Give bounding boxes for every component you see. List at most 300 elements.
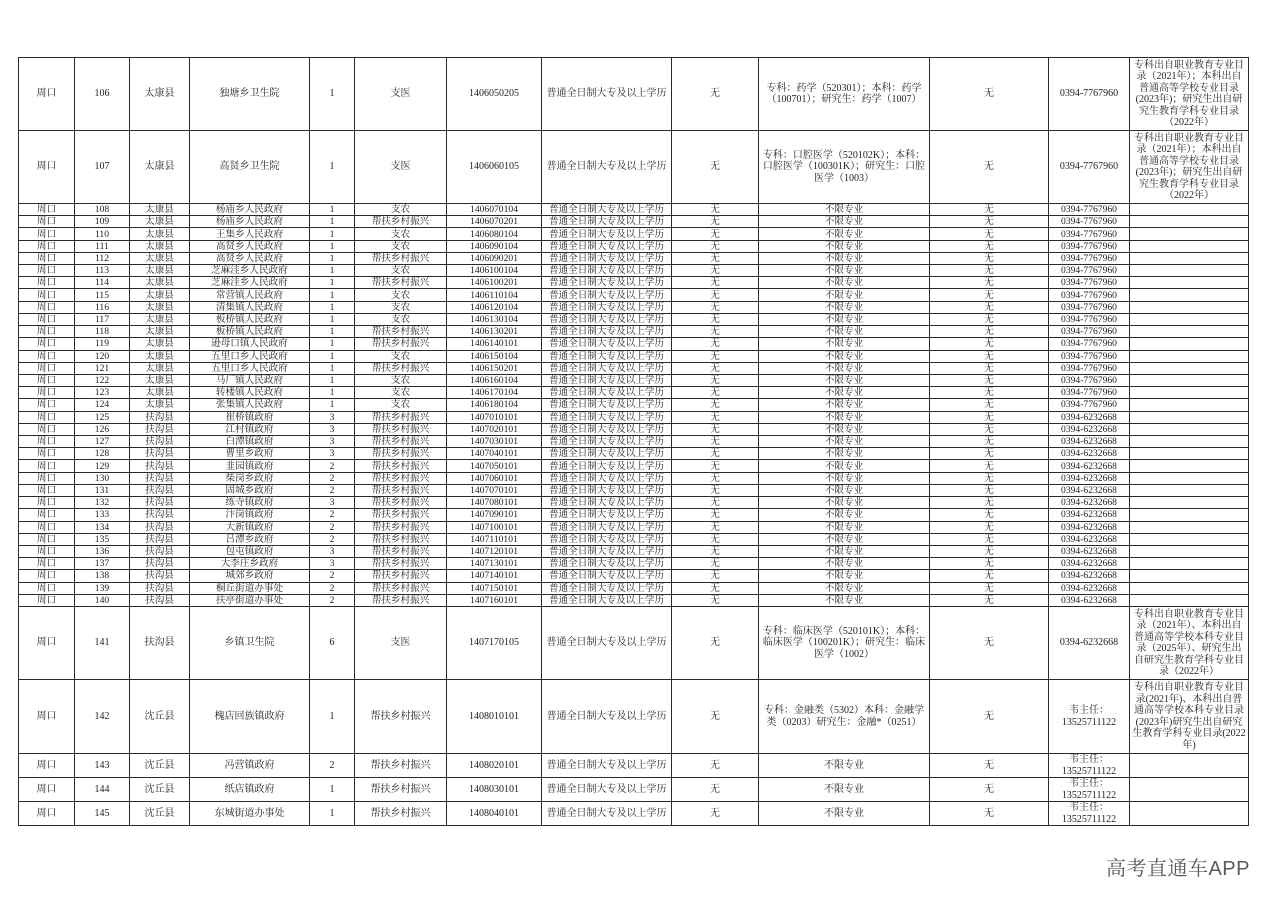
cell-remark — [1130, 583, 1249, 595]
cell-county: 扶沟县 — [130, 534, 190, 546]
cell-other-requirement: 无 — [930, 326, 1049, 338]
cell-serial-number: 108 — [75, 204, 130, 216]
cell-region: 周口 — [19, 460, 75, 472]
cell-phone: 0394-7767960 — [1049, 399, 1130, 411]
cell-other-requirement: 无 — [930, 546, 1049, 558]
recruitment-table — [18, 57, 1249, 826]
cell-employer: 板桥镇人民政府 — [190, 326, 310, 338]
cell-employer: 马厂镇人民政府 — [190, 375, 310, 387]
cell-employer: 纸店镇政府 — [190, 778, 310, 802]
cell-serial-number: 124 — [75, 399, 130, 411]
cell-degree: 无 — [672, 204, 759, 216]
table-row — [19, 387, 1249, 399]
cell-post-code: 1407010101 — [447, 412, 542, 424]
cell-post-code: 1407100101 — [447, 522, 542, 534]
cell-post-type: 帮扶乡村振兴 — [355, 326, 447, 338]
cell-major: 不限专业 — [759, 448, 930, 460]
cell-phone: 0394-7767960 — [1049, 351, 1130, 363]
cell-county: 太康县 — [130, 253, 190, 265]
cell-other-requirement: 无 — [930, 412, 1049, 424]
cell-employer: 张集镇人民政府 — [190, 399, 310, 411]
cell-serial-number: 145 — [75, 802, 130, 826]
cell-phone: 韦主任：13525711122 — [1049, 680, 1130, 754]
cell-degree: 无 — [672, 534, 759, 546]
table-row — [19, 289, 1249, 301]
cell-employer: 练寺镇政府 — [190, 497, 310, 509]
cell-post-type: 帮扶乡村振兴 — [355, 448, 447, 460]
cell-degree: 无 — [672, 314, 759, 326]
cell-post-type: 帮扶乡村振兴 — [355, 277, 447, 289]
cell-county: 太康县 — [130, 338, 190, 350]
cell-phone: 0394-7767960 — [1049, 302, 1130, 314]
cell-education: 普通全日制大专及以上学历 — [542, 595, 672, 607]
cell-remark — [1130, 595, 1249, 607]
cell-county: 扶沟县 — [130, 522, 190, 534]
cell-remark — [1130, 546, 1249, 558]
cell-phone: 0394-6232668 — [1049, 485, 1130, 497]
cell-degree: 无 — [672, 485, 759, 497]
cell-phone: 0394-6232668 — [1049, 460, 1130, 472]
cell-serial-number: 111 — [75, 241, 130, 253]
cell-phone: 0394-7767960 — [1049, 277, 1130, 289]
cell-post-code: 1406070201 — [447, 216, 542, 228]
cell-phone: 0394-7767960 — [1049, 375, 1130, 387]
cell-education: 普通全日制大专及以上学历 — [542, 375, 672, 387]
cell-other-requirement: 无 — [930, 778, 1049, 802]
cell-headcount: 1 — [310, 399, 355, 411]
cell-degree: 无 — [672, 387, 759, 399]
cell-serial-number: 131 — [75, 485, 130, 497]
cell-degree: 无 — [672, 522, 759, 534]
cell-other-requirement: 无 — [930, 351, 1049, 363]
cell-other-requirement: 无 — [930, 265, 1049, 277]
cell-other-requirement: 无 — [930, 570, 1049, 582]
cell-phone: 0394-7767960 — [1049, 289, 1130, 301]
cell-post-type: 支农 — [355, 289, 447, 301]
cell-other-requirement: 无 — [930, 277, 1049, 289]
cell-other-requirement: 无 — [930, 473, 1049, 485]
cell-county: 太康县 — [130, 216, 190, 228]
cell-serial-number: 126 — [75, 424, 130, 436]
cell-degree: 无 — [672, 570, 759, 582]
cell-post-type: 帮扶乡村振兴 — [355, 473, 447, 485]
cell-remark: 专科出自职业教育专业目录（2021年）；本科出自普通高等学校专业目录(2023年)；研究生出自研究生教育学科专业目录（2022年） — [1130, 58, 1249, 131]
cell-post-type: 帮扶乡村振兴 — [355, 754, 447, 778]
cell-headcount: 1 — [310, 363, 355, 375]
cell-phone: 0394-6232668 — [1049, 534, 1130, 546]
cell-other-requirement: 无 — [930, 607, 1049, 680]
cell-headcount: 1 — [310, 326, 355, 338]
cell-post-code: 1407040101 — [447, 448, 542, 460]
cell-other-requirement: 无 — [930, 485, 1049, 497]
cell-employer: 王集乡人民政府 — [190, 228, 310, 240]
cell-other-requirement: 无 — [930, 241, 1049, 253]
cell-remark — [1130, 228, 1249, 240]
cell-remark — [1130, 424, 1249, 436]
cell-headcount: 1 — [310, 216, 355, 228]
cell-headcount: 1 — [310, 228, 355, 240]
cell-major: 不限专业 — [759, 509, 930, 521]
table-row — [19, 778, 1249, 802]
cell-other-requirement: 无 — [930, 314, 1049, 326]
table-row — [19, 558, 1249, 570]
cell-post-code: 1407160101 — [447, 595, 542, 607]
cell-remark — [1130, 351, 1249, 363]
cell-degree: 无 — [672, 802, 759, 826]
cell-post-code: 1407030101 — [447, 436, 542, 448]
cell-serial-number: 128 — [75, 448, 130, 460]
cell-headcount: 1 — [310, 302, 355, 314]
cell-county: 太康县 — [130, 289, 190, 301]
cell-post-type: 帮扶乡村振兴 — [355, 778, 447, 802]
cell-region: 周口 — [19, 522, 75, 534]
cell-county: 太康县 — [130, 241, 190, 253]
cell-employer: 槐店回族镇政府 — [190, 680, 310, 754]
cell-major: 不限专业 — [759, 570, 930, 582]
cell-region: 周口 — [19, 314, 75, 326]
cell-region: 周口 — [19, 363, 75, 375]
cell-employer: 包屯镇政府 — [190, 546, 310, 558]
cell-major: 不限专业 — [759, 412, 930, 424]
cell-post-code: 1407080101 — [447, 497, 542, 509]
cell-major: 不限专业 — [759, 326, 930, 338]
cell-major: 不限专业 — [759, 265, 930, 277]
cell-post-type: 帮扶乡村振兴 — [355, 363, 447, 375]
cell-phone: 0394-7767960 — [1049, 58, 1130, 131]
cell-region: 周口 — [19, 351, 75, 363]
table-row — [19, 473, 1249, 485]
cell-employer: 汴岗镇政府 — [190, 509, 310, 521]
cell-headcount: 3 — [310, 558, 355, 570]
table-row — [19, 424, 1249, 436]
cell-remark — [1130, 314, 1249, 326]
cell-employer: 曹里乡政府 — [190, 448, 310, 460]
cell-remark — [1130, 509, 1249, 521]
table-row — [19, 58, 1249, 131]
cell-headcount: 2 — [310, 534, 355, 546]
cell-degree: 无 — [672, 302, 759, 314]
cell-headcount: 3 — [310, 497, 355, 509]
cell-employer: 东城街道办事处 — [190, 802, 310, 826]
cell-degree: 无 — [672, 595, 759, 607]
cell-phone: 0394-6232668 — [1049, 546, 1130, 558]
cell-headcount: 2 — [310, 754, 355, 778]
cell-major: 不限专业 — [759, 277, 930, 289]
cell-post-code: 1406070104 — [447, 204, 542, 216]
cell-post-code: 1407050101 — [447, 460, 542, 472]
cell-degree: 无 — [672, 509, 759, 521]
cell-employer: 江村镇政府 — [190, 424, 310, 436]
cell-headcount: 2 — [310, 460, 355, 472]
cell-serial-number: 109 — [75, 216, 130, 228]
cell-post-type: 支医 — [355, 607, 447, 680]
cell-employer: 杨庙乡人民政府 — [190, 216, 310, 228]
cell-phone: 0394-7767960 — [1049, 241, 1130, 253]
cell-region: 周口 — [19, 375, 75, 387]
cell-region: 周口 — [19, 436, 75, 448]
cell-degree: 无 — [672, 680, 759, 754]
cell-headcount: 2 — [310, 485, 355, 497]
table-row — [19, 338, 1249, 350]
cell-post-code: 1407110101 — [447, 534, 542, 546]
cell-phone: 0394-6232668 — [1049, 595, 1130, 607]
cell-phone: 0394-7767960 — [1049, 314, 1130, 326]
cell-employer: 城郊乡政府 — [190, 570, 310, 582]
cell-phone: 0394-6232668 — [1049, 473, 1130, 485]
cell-county: 太康县 — [130, 326, 190, 338]
cell-education: 普通全日制大专及以上学历 — [542, 289, 672, 301]
cell-post-type: 支医 — [355, 58, 447, 131]
cell-education: 普通全日制大专及以上学历 — [542, 387, 672, 399]
cell-degree: 无 — [672, 351, 759, 363]
cell-headcount: 1 — [310, 289, 355, 301]
cell-education: 普通全日制大专及以上学历 — [542, 399, 672, 411]
cell-major: 不限专业 — [759, 546, 930, 558]
cell-headcount: 1 — [310, 131, 355, 204]
cell-remark — [1130, 216, 1249, 228]
cell-post-type: 帮扶乡村振兴 — [355, 570, 447, 582]
table-row — [19, 448, 1249, 460]
cell-post-type: 帮扶乡村振兴 — [355, 522, 447, 534]
table-row — [19, 534, 1249, 546]
cell-education: 普通全日制大专及以上学历 — [542, 546, 672, 558]
cell-post-type: 帮扶乡村振兴 — [355, 558, 447, 570]
cell-degree: 无 — [672, 326, 759, 338]
cell-headcount: 2 — [310, 522, 355, 534]
cell-headcount: 6 — [310, 607, 355, 680]
cell-phone: 0394-7767960 — [1049, 363, 1130, 375]
cell-remark — [1130, 253, 1249, 265]
cell-headcount: 2 — [310, 473, 355, 485]
cell-employer: 桐丘街道办事处 — [190, 583, 310, 595]
cell-region: 周口 — [19, 338, 75, 350]
cell-region: 周口 — [19, 228, 75, 240]
cell-county: 扶沟县 — [130, 583, 190, 595]
cell-education: 普通全日制大专及以上学历 — [542, 228, 672, 240]
cell-post-type: 帮扶乡村振兴 — [355, 460, 447, 472]
cell-post-type: 帮扶乡村振兴 — [355, 680, 447, 754]
cell-county: 扶沟县 — [130, 497, 190, 509]
cell-other-requirement: 无 — [930, 228, 1049, 240]
cell-post-type: 支农 — [355, 241, 447, 253]
cell-county: 太康县 — [130, 277, 190, 289]
table-row — [19, 522, 1249, 534]
cell-remark — [1130, 497, 1249, 509]
cell-other-requirement: 无 — [930, 58, 1049, 131]
cell-region: 周口 — [19, 58, 75, 131]
cell-phone: 0394-6232668 — [1049, 497, 1130, 509]
cell-remark — [1130, 277, 1249, 289]
cell-post-code: 1407020101 — [447, 424, 542, 436]
cell-headcount: 1 — [310, 351, 355, 363]
cell-education: 普通全日制大专及以上学历 — [542, 338, 672, 350]
cell-serial-number: 141 — [75, 607, 130, 680]
cell-major: 不限专业 — [759, 485, 930, 497]
cell-remark: 专科出自职业教育专业目录(2021年)、本科出自普通高等学校本科专业目录(2023年)研究生出自研究生教育学科专业目录(2022年) — [1130, 680, 1249, 754]
cell-county: 沈丘县 — [130, 680, 190, 754]
cell-phone: 0394-6232668 — [1049, 509, 1130, 521]
cell-phone: 韦主任：13525711122 — [1049, 754, 1130, 778]
cell-serial-number: 120 — [75, 351, 130, 363]
cell-serial-number: 137 — [75, 558, 130, 570]
cell-education: 普通全日制大专及以上学历 — [542, 277, 672, 289]
cell-county: 太康县 — [130, 363, 190, 375]
cell-other-requirement: 无 — [930, 460, 1049, 472]
cell-serial-number: 133 — [75, 509, 130, 521]
cell-post-code: 1406080104 — [447, 228, 542, 240]
cell-major: 不限专业 — [759, 387, 930, 399]
cell-remark — [1130, 754, 1249, 778]
cell-region: 周口 — [19, 216, 75, 228]
cell-region: 周口 — [19, 534, 75, 546]
cell-serial-number: 142 — [75, 680, 130, 754]
cell-degree: 无 — [672, 399, 759, 411]
cell-phone: 0394-6232668 — [1049, 558, 1130, 570]
cell-education: 普通全日制大专及以上学历 — [542, 131, 672, 204]
cell-county: 扶沟县 — [130, 460, 190, 472]
cell-county: 太康县 — [130, 265, 190, 277]
cell-post-type: 支农 — [355, 351, 447, 363]
cell-post-type: 支农 — [355, 265, 447, 277]
cell-remark — [1130, 241, 1249, 253]
cell-headcount: 1 — [310, 338, 355, 350]
cell-headcount: 2 — [310, 595, 355, 607]
cell-county: 扶沟县 — [130, 436, 190, 448]
app-watermark: 高考直通车APP — [1105, 858, 1250, 880]
cell-remark — [1130, 375, 1249, 387]
cell-serial-number: 116 — [75, 302, 130, 314]
cell-phone: 0394-6232668 — [1049, 412, 1130, 424]
cell-degree: 无 — [672, 277, 759, 289]
cell-county: 扶沟县 — [130, 509, 190, 521]
cell-degree: 无 — [672, 265, 759, 277]
cell-education: 普通全日制大专及以上学历 — [542, 412, 672, 424]
cell-degree: 无 — [672, 778, 759, 802]
cell-region: 周口 — [19, 607, 75, 680]
cell-serial-number: 110 — [75, 228, 130, 240]
cell-post-type: 支医 — [355, 131, 447, 204]
cell-county: 沈丘县 — [130, 778, 190, 802]
cell-remark — [1130, 522, 1249, 534]
cell-remark — [1130, 802, 1249, 826]
cell-degree: 无 — [672, 363, 759, 375]
cell-phone: 0394-7767960 — [1049, 338, 1130, 350]
cell-degree: 无 — [672, 241, 759, 253]
cell-education: 普通全日制大专及以上学历 — [542, 778, 672, 802]
cell-other-requirement: 无 — [930, 448, 1049, 460]
cell-degree: 无 — [672, 754, 759, 778]
cell-employer: 芝麻洼乡人民政府 — [190, 277, 310, 289]
cell-education: 普通全日制大专及以上学历 — [542, 473, 672, 485]
cell-region: 周口 — [19, 399, 75, 411]
cell-major: 不限专业 — [759, 241, 930, 253]
cell-other-requirement: 无 — [930, 363, 1049, 375]
cell-phone: 0394-7767960 — [1049, 253, 1130, 265]
cell-education: 普通全日制大专及以上学历 — [542, 570, 672, 582]
cell-phone: 0394-6232668 — [1049, 436, 1130, 448]
cell-post-code: 1407170105 — [447, 607, 542, 680]
table-row — [19, 351, 1249, 363]
cell-post-code: 1406150201 — [447, 363, 542, 375]
cell-county: 扶沟县 — [130, 424, 190, 436]
cell-remark — [1130, 412, 1249, 424]
cell-serial-number: 122 — [75, 375, 130, 387]
cell-other-requirement: 无 — [930, 534, 1049, 546]
cell-education: 普通全日制大专及以上学历 — [542, 448, 672, 460]
cell-degree: 无 — [672, 131, 759, 204]
cell-education: 普通全日制大专及以上学历 — [542, 204, 672, 216]
cell-headcount: 2 — [310, 583, 355, 595]
cell-major: 不限专业 — [759, 473, 930, 485]
cell-region: 周口 — [19, 253, 75, 265]
cell-serial-number: 112 — [75, 253, 130, 265]
cell-major: 不限专业 — [759, 338, 930, 350]
cell-major: 不限专业 — [759, 204, 930, 216]
cell-post-code: 1406150104 — [447, 351, 542, 363]
cell-education: 普通全日制大专及以上学历 — [542, 680, 672, 754]
cell-post-type: 帮扶乡村振兴 — [355, 583, 447, 595]
cell-serial-number: 123 — [75, 387, 130, 399]
cell-post-type: 支农 — [355, 375, 447, 387]
cell-post-code: 1406180104 — [447, 399, 542, 411]
cell-education: 普通全日制大专及以上学历 — [542, 253, 672, 265]
cell-other-requirement: 无 — [930, 131, 1049, 204]
cell-post-type: 帮扶乡村振兴 — [355, 534, 447, 546]
cell-post-code: 1406130201 — [447, 326, 542, 338]
cell-serial-number: 125 — [75, 412, 130, 424]
cell-employer: 板桥镇人民政府 — [190, 314, 310, 326]
table-row — [19, 436, 1249, 448]
cell-headcount: 3 — [310, 424, 355, 436]
cell-degree: 无 — [672, 436, 759, 448]
cell-education: 普通全日制大专及以上学历 — [542, 424, 672, 436]
cell-post-type: 帮扶乡村振兴 — [355, 412, 447, 424]
cell-county: 太康县 — [130, 375, 190, 387]
cell-serial-number: 129 — [75, 460, 130, 472]
cell-region: 周口 — [19, 754, 75, 778]
cell-employer: 清集镇人民政府 — [190, 302, 310, 314]
table-row — [19, 460, 1249, 472]
cell-serial-number: 119 — [75, 338, 130, 350]
cell-major: 不限专业 — [759, 534, 930, 546]
cell-post-code: 1408020101 — [447, 754, 542, 778]
cell-remark — [1130, 302, 1249, 314]
cell-headcount: 1 — [310, 204, 355, 216]
cell-phone: 0394-7767960 — [1049, 265, 1130, 277]
cell-major: 不限专业 — [759, 522, 930, 534]
cell-post-code: 1406110104 — [447, 289, 542, 301]
cell-employer: 乡镇卫生院 — [190, 607, 310, 680]
cell-region: 周口 — [19, 241, 75, 253]
cell-region: 周口 — [19, 570, 75, 582]
cell-education: 普通全日制大专及以上学历 — [542, 314, 672, 326]
cell-remark — [1130, 448, 1249, 460]
cell-degree: 无 — [672, 460, 759, 472]
cell-employer: 韭园镇政府 — [190, 460, 310, 472]
cell-degree: 无 — [672, 607, 759, 680]
cell-county: 扶沟县 — [130, 570, 190, 582]
cell-region: 周口 — [19, 680, 75, 754]
cell-education: 普通全日制大专及以上学历 — [542, 216, 672, 228]
cell-employer: 高贤乡人民政府 — [190, 253, 310, 265]
cell-employer: 逊母口镇人民政府 — [190, 338, 310, 350]
cell-remark — [1130, 473, 1249, 485]
cell-other-requirement: 无 — [930, 424, 1049, 436]
cell-remark — [1130, 570, 1249, 582]
cell-major: 不限专业 — [759, 314, 930, 326]
cell-other-requirement: 无 — [930, 399, 1049, 411]
table-row — [19, 412, 1249, 424]
